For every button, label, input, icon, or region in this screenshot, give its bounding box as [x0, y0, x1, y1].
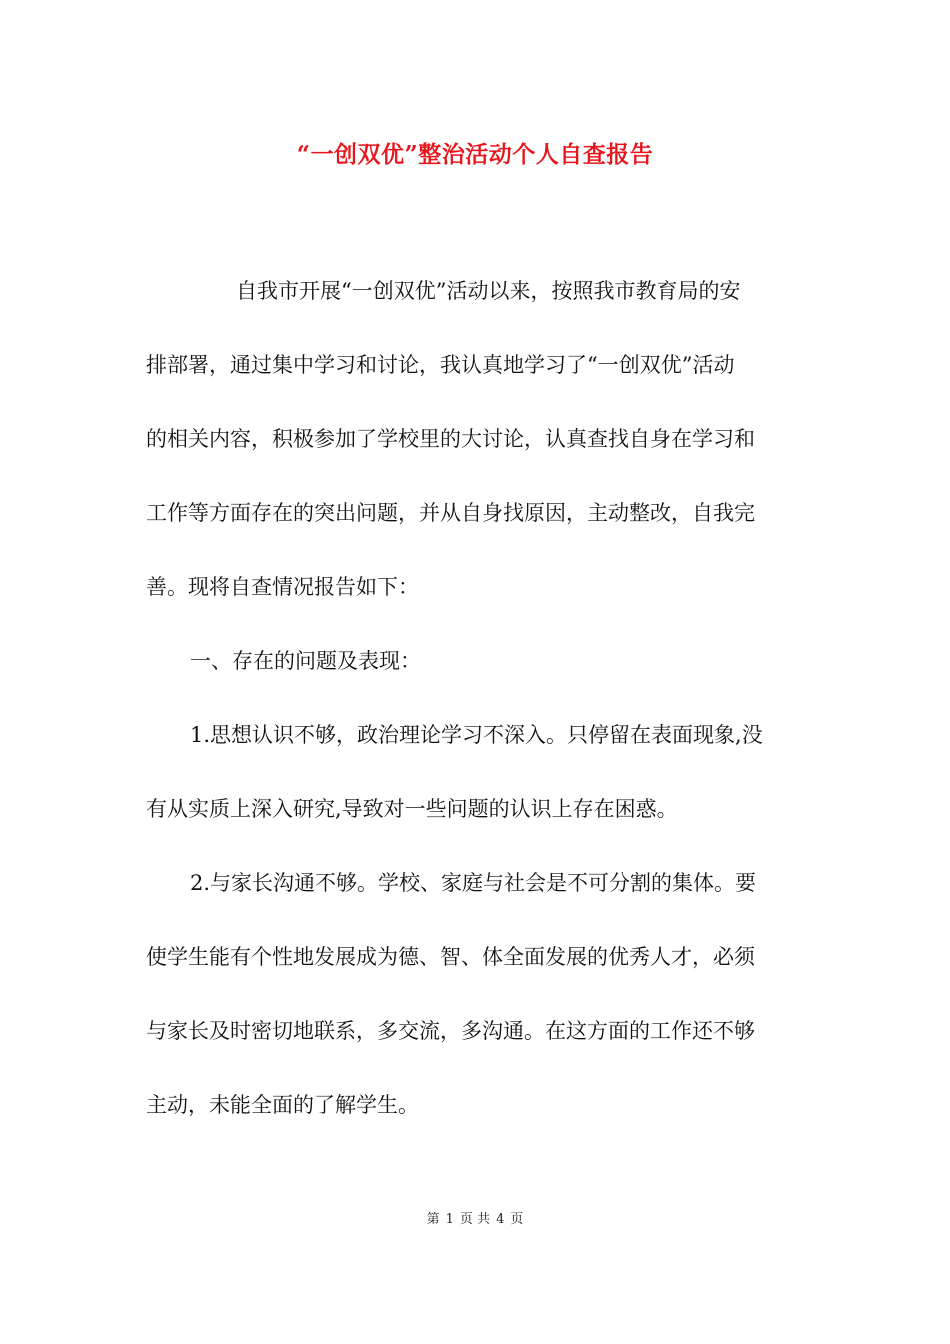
paragraph-line: 使学生能有个性地发展成为德、智、体全面发展的优秀人才，必须: [146, 945, 755, 969]
page-label-suffix: 页: [510, 1212, 524, 1227]
paragraph-line: 2.与家长沟通不够。学校、家庭与社会是不可分割的集体。要: [190, 871, 757, 895]
page-label-mid: 页 共: [459, 1212, 491, 1227]
paragraph-line: 自我市开展“一创双优”活动以来，按照我市教育局的安: [236, 279, 741, 303]
page-footer: [0, 1208, 950, 1227]
paragraph-intro: [146, 273, 806, 605]
document-title: “一创双优”整治活动个人自查报告: [296, 141, 654, 168]
paragraph-line: 主动，未能全面的了解学生。: [146, 1093, 419, 1117]
section-heading-problems: [146, 643, 806, 679]
paragraph-line: 与家长及时密切地联系，多交流，多沟通。在这方面的工作还不够: [146, 1019, 755, 1043]
paragraph-line: 的相关内容，积极参加了学校里的大讨论，认真查找自身在学习和: [146, 427, 755, 451]
paragraph-item-1: [146, 717, 806, 827]
paragraph-line: 排部署，通过集中学习和讨论，我认真地学习了“一创双优”活动: [146, 353, 735, 377]
paragraph-line: 工作等方面存在的突出问题，并从自身找原因，主动整改，自我完: [146, 501, 755, 525]
paragraph-line: 善。现将自查情况报告如下：: [146, 575, 419, 599]
current-page-number: 1: [445, 1212, 454, 1227]
paragraph-line: 1.思想认识不够，政治理论学习不深入。只停留在表面现象,没: [190, 723, 763, 747]
total-pages-number: 4: [496, 1212, 505, 1227]
page-label-prefix: 第: [426, 1212, 440, 1227]
paragraph-item-2: [146, 865, 806, 1123]
document-body: [146, 273, 806, 1161]
section-heading-line: 一、存在的问题及表现：: [190, 649, 421, 673]
paragraph-line: 有从实质上深入研究,导致对一些问题的认识上存在困惑。: [146, 797, 678, 821]
